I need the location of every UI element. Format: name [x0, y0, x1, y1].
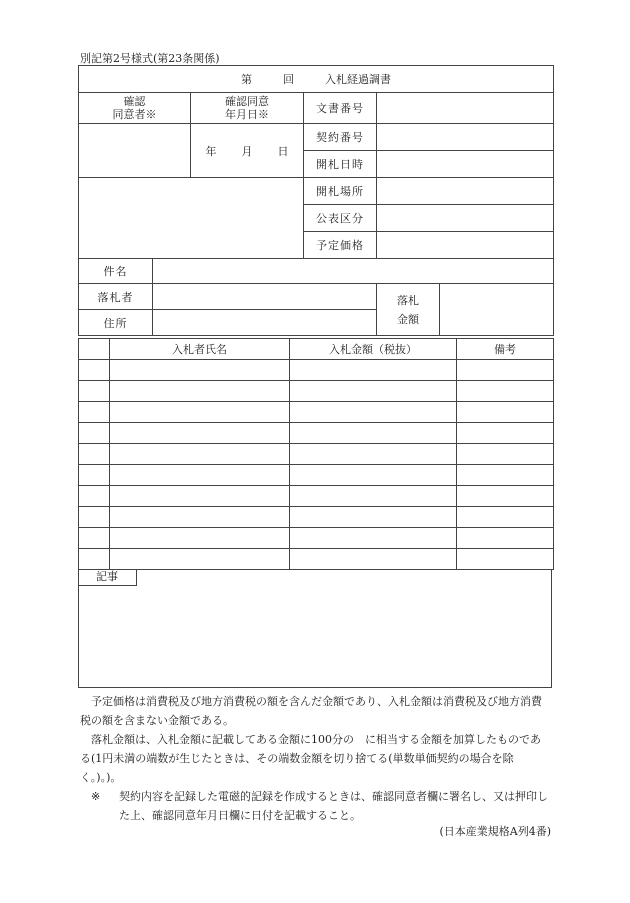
bid-remarks-cell[interactable] — [457, 465, 554, 486]
address-value[interactable] — [153, 310, 377, 336]
field-kaisatsu-date-value[interactable] — [377, 151, 554, 178]
bid-amount-cell[interactable] — [290, 486, 457, 507]
field-kaisatsu-place-value[interactable] — [377, 178, 554, 205]
bid-row — [79, 360, 554, 381]
bid-amount-cell[interactable] — [290, 465, 457, 486]
winner-label: 落札者 — [79, 284, 153, 310]
bid-remarks-cell[interactable] — [457, 423, 554, 444]
bid-row — [79, 444, 554, 465]
bid-amount-cell[interactable] — [290, 528, 457, 549]
bid-amount-cell[interactable] — [290, 549, 457, 570]
bid-no-cell[interactable] — [79, 423, 110, 444]
field-bunsho: 文書番号 — [304, 93, 377, 124]
notes — [80, 692, 550, 825]
field-bunsho-value[interactable] — [377, 93, 554, 124]
bid-amount-cell[interactable] — [290, 444, 457, 465]
bid-name-cell[interactable] — [110, 444, 290, 465]
bid-remarks-cell[interactable] — [457, 549, 554, 570]
winner-value[interactable] — [153, 284, 377, 310]
bid-amount-header: 入札金額（税抜） — [290, 339, 457, 360]
bid-name-cell[interactable] — [110, 507, 290, 528]
bid-remarks-cell[interactable] — [457, 444, 554, 465]
bid-remarks-header: 備考 — [457, 339, 554, 360]
amount-label: 落札 金額 — [377, 284, 440, 336]
blank-area — [79, 178, 304, 259]
bid-row — [79, 528, 554, 549]
bid-no-cell[interactable] — [79, 465, 110, 486]
bid-name-header: 入札者氏名 — [110, 339, 290, 360]
bid-name-cell[interactable] — [110, 549, 290, 570]
note-3-text: 契約内容を記録した電磁的記録を作成するときは、確認同意者欄に署名し、又は押印した上、確認同意年月日欄に日付を記載すること。 — [119, 790, 548, 822]
item-label: 件名 — [79, 259, 153, 284]
item-value[interactable] — [153, 259, 554, 284]
field-kohyo: 公表区分 — [304, 205, 377, 232]
address-label: 住所 — [79, 310, 153, 336]
note-3 — [80, 787, 550, 825]
bid-name-cell[interactable] — [110, 528, 290, 549]
bid-row — [79, 486, 554, 507]
bid-amount-cell[interactable] — [290, 381, 457, 402]
field-yotei-value[interactable] — [377, 232, 554, 259]
bid-name-cell[interactable] — [110, 360, 290, 381]
kakunin-date-header: 確認同意 年月日※ — [191, 93, 304, 124]
bid-row — [79, 381, 554, 402]
bid-name-cell[interactable] — [110, 402, 290, 423]
bid-remarks-cell[interactable] — [457, 381, 554, 402]
amount-value[interactable] — [440, 284, 554, 336]
field-kohyo-value[interactable] — [377, 205, 554, 232]
form-label: 別記第2号様式(第23条関係) — [80, 52, 220, 65]
bid-no-header — [79, 339, 110, 360]
field-keiyaku-value[interactable] — [377, 124, 554, 151]
bid-name-cell[interactable] — [110, 381, 290, 402]
bid-name-cell[interactable] — [110, 423, 290, 444]
main-form-table — [78, 65, 554, 336]
footer-standard: (日本産業規格A列4番) — [439, 825, 551, 838]
bid-remarks-cell[interactable] — [457, 486, 554, 507]
kakunin-header: 確認 同意者※ — [79, 93, 191, 124]
field-kaisatsu-date: 開札日時 — [304, 151, 377, 178]
bid-name-cell[interactable] — [110, 465, 290, 486]
bid-remarks-cell[interactable] — [457, 528, 554, 549]
title-dai: 第 — [241, 73, 252, 86]
title-kai: 回 — [283, 73, 294, 86]
bid-row — [79, 465, 554, 486]
bid-no-cell[interactable] — [79, 444, 110, 465]
bid-no-cell[interactable] — [79, 402, 110, 423]
bid-amount-cell[interactable] — [290, 507, 457, 528]
note-1: 予定価格は消費税及び地方消費税の額を含んだ金額であり、入札金額は消費税及び地方消費税の額を含まない金額である。 — [80, 695, 542, 727]
kiji-label: 記事 — [78, 569, 137, 586]
bid-header-row — [79, 339, 554, 360]
title-name: 入札経過調書 — [325, 73, 391, 86]
field-yotei: 予定価格 — [304, 232, 377, 259]
bid-no-cell[interactable] — [79, 381, 110, 402]
bid-no-cell[interactable] — [79, 528, 110, 549]
note-2: 落札金額は、入札金額に記載してある金額に100分の に相当する金額を加算したものである(1円未満の端数が生じたときは、その端数金額を切り捨てる(単数単価契約の場合を除く。)。)。 — [80, 733, 541, 784]
bid-amount-cell[interactable] — [290, 402, 457, 423]
bid-row — [79, 507, 554, 528]
bid-row — [79, 549, 554, 570]
kakunin-sign-cell[interactable] — [79, 124, 191, 178]
bid-no-cell[interactable] — [79, 549, 110, 570]
bid-no-cell[interactable] — [79, 486, 110, 507]
bid-amount-cell[interactable] — [290, 423, 457, 444]
bid-remarks-cell[interactable] — [457, 402, 554, 423]
bid-no-cell[interactable] — [79, 360, 110, 381]
bid-amount-cell[interactable] — [290, 360, 457, 381]
bid-row — [79, 402, 554, 423]
field-kaisatsu-place: 開札場所 — [304, 178, 377, 205]
bid-remarks-cell[interactable] — [457, 360, 554, 381]
bid-name-cell[interactable] — [110, 486, 290, 507]
bid-no-cell[interactable] — [79, 507, 110, 528]
bid-remarks-cell[interactable] — [457, 507, 554, 528]
bid-table — [78, 338, 554, 570]
kakunin-date-cell[interactable]: 年 月 日 — [191, 124, 304, 178]
title-cell — [79, 66, 554, 93]
bid-row — [79, 423, 554, 444]
field-keiyaku: 契約番号 — [304, 124, 377, 151]
kiji-box[interactable] — [78, 569, 552, 688]
note-mark: ※ — [91, 790, 101, 803]
